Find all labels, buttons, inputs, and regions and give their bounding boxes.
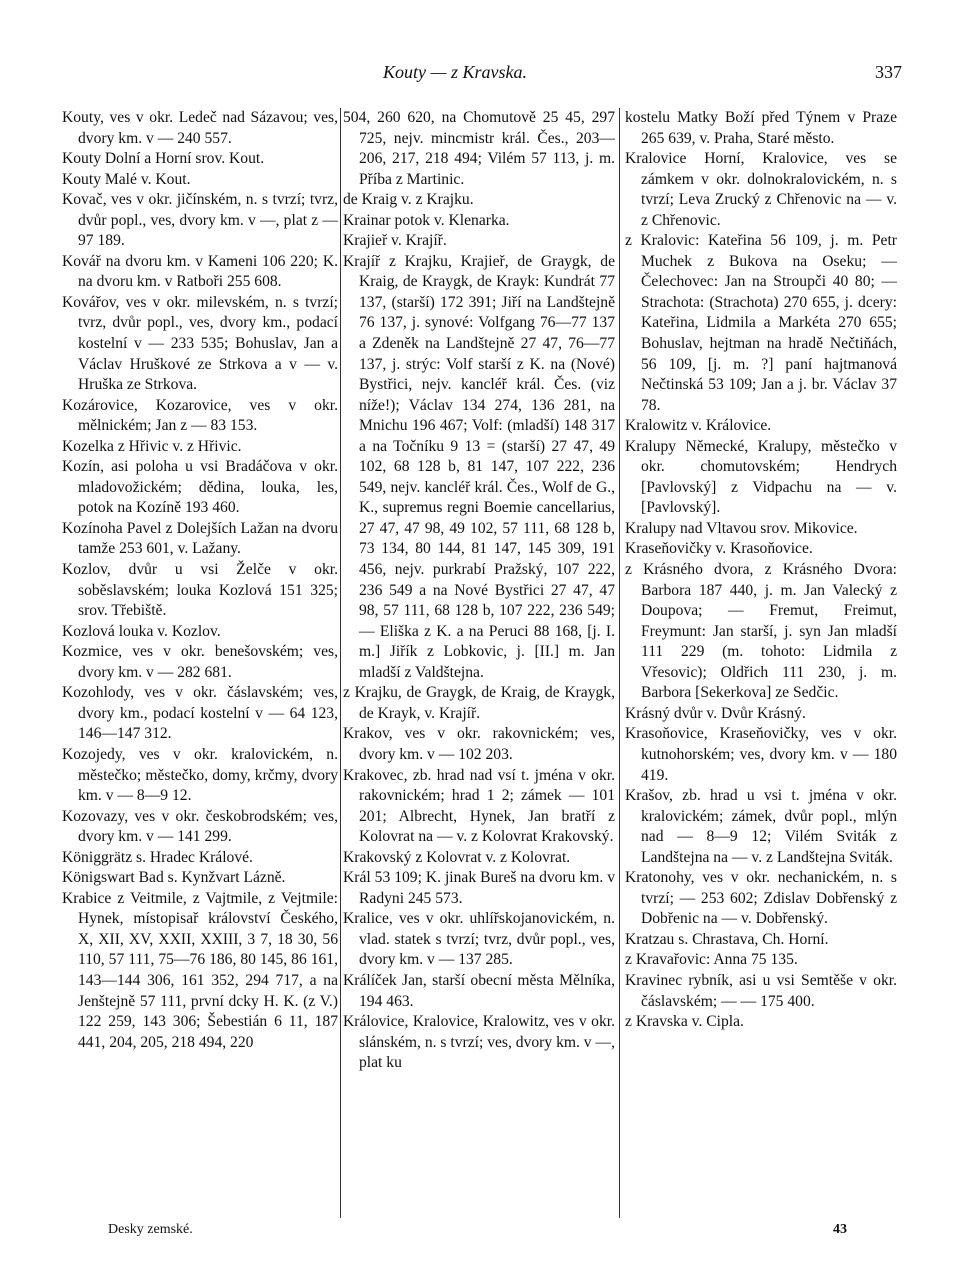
- entry: Kozárovice, Kozarovice, ves v okr. mělnickém; Jan z — 83 153.: [62, 396, 338, 435]
- entry: z Kravska v. Cipla.: [625, 1013, 744, 1031]
- entry: Kozohlody, ves v okr. čáslavském; ves, dvory km., podací kostelní v — 64 123, 146—147 312.: [62, 684, 338, 743]
- entry: z Kralovic: Kateřina 56 109, j. m. Petr Muchek z Bukova na Oseku; — Čelechovec: Jan na Stroupči 40 80; — Strachota: (Strachota) 270 655, j. dcery: Kateřina, Lidmila a Markéta 270 655; Bohuslav, hejtman na hradě Nečtiňách, 56 109, [j. m. ?] paní hajtmanová Nečtinská 53 109; Jan a j. br. Václav 37 78.: [625, 232, 897, 414]
- entry: Kratzau s. Chrastava, Ch. Horní.: [625, 930, 829, 948]
- entry: Königgrätz s. Hradec Králové.: [62, 848, 253, 866]
- entry: Kozovazy, ves v okr. českobrodském; ves, dvory km. v — 141 299.: [62, 807, 338, 846]
- entry: Kouty Malé v. Kout.: [62, 170, 191, 188]
- text-column-3: [625, 108, 897, 1033]
- entry: Krásný dvůr v. Dvůr Krásný.: [625, 704, 806, 722]
- entry: z Krajku, de Graygk, de Kraig, de Kraygk, de Krayk, v. Krajíř.: [343, 684, 615, 722]
- entry: Königswart Bad s. Kynžvart Lázně.: [62, 869, 286, 887]
- entry: Kravinec rybník, asi u vsi Semtěše v okr. čáslavském; — — 175 400.: [625, 971, 897, 1010]
- entry: de Kraig v. z Krajku.: [343, 191, 474, 209]
- page-footer: [0, 1222, 960, 1246]
- entry: Kozínoha Pavel z Dolejších Lažan na dvoru tamže 253 601, v. Lažany.: [62, 519, 338, 558]
- entry: Kraseňovičky v. Krasoňovice.: [625, 540, 813, 558]
- column-divider: [340, 108, 341, 1218]
- entry: Krabice z Veitmile, z Vajtmile, z Vejtmile: Hynek, místopisař království Českého, X, XII, XV, XXII, XXIII, 3 7, 18 30, 56 110, 57 111, 75—76 186, 80 145, 86 161, 143—144 306, 161 352, 294 717, a na Jenštejně 57 111, první dcky H. K. (z V.) 122 259, 143 306; Šebestián 6 11, 187 441, 204, 205, 218 494, 220: [62, 889, 338, 1051]
- page-header: [0, 62, 960, 90]
- footer-publication-title: Desky zemské.: [108, 1222, 193, 1237]
- entry: Kozlová louka v. Kozlov.: [62, 622, 221, 640]
- entry: Kozojedy, ves v okr. kralovickém, n. městečko; městečko, domy, krčmy, dvory km. v — 8—9 12.: [62, 745, 338, 805]
- entry: Král 53 109; K. jinak Bureš na dvoru km. v Radyni 245 573.: [343, 869, 615, 907]
- entry: Králíček Jan, starší obecní města Mělníka, 194 463.: [343, 971, 615, 1010]
- signature-mark: 43: [833, 1222, 847, 1237]
- entry: Kovář na dvoru km. v Kameni 106 220; K. na dvoru km. v Ratboři 255 608.: [62, 252, 338, 291]
- entry: Kratonohy, ves v okr. nechanickém, n. s tvrzí; — 253 602; Zdislav Dobřenský z Dobřenic na — v. Dobřenský.: [625, 869, 897, 928]
- entry: Kozmice, ves v okr. benešovském; ves, dvory km. v — 282 681.: [62, 643, 338, 681]
- entry: Krainar potok v. Klenarka.: [343, 211, 510, 229]
- entry: Kralupy nad Vltavou srov. Mikovice.: [625, 519, 858, 537]
- entry: 504, 260 620, na Chomutově 25 45, 297 725, nejv. mincmistr král. Čes., 203—206, 217, 218 494; Vilém 57 113, j. m. Příba z Martinic.: [343, 109, 615, 188]
- entry: Kozlov, dvůr u vsi Želče v okr. soběslavském; louka Kozlová 151 325; srov. Třebiště.: [62, 561, 338, 620]
- entry: Kralice, ves v okr. uhlířskojanovickém, n. vlad. statek s tvrzí; tvrz, dvůr popl., ves, dvory km. v — 137 285.: [343, 910, 615, 969]
- entry: Kralupy Německé, Kralupy, městečko v okr. chomutovském; Hendrych [Pavlovský] z Vidpachu na — v. [Pavlovský].: [625, 437, 897, 517]
- entry: Krajíř z Krajku, Krajieř, de Graygk, de Kraig, de Kraygk, de Krayk: Kundrát 77 137, (starší) 172 391; Jiří na Landštejně 76 137, j. synové: Volfgang 76—77 137 a Zdeněk na Landštejně 27 47, 76—77 137, j. strýc: Volf starší z K. na (Nové) Bystřici, nejv. kancléř král. Čes. (viz níže!); Václav 134 274, 136 281, na Mnichu 196 467; Volf: (mladší) 148 317 a na Točníku 9 13 = (starší) 27 47, 49 102, 68 128 b, 81 147, 107 222, 236 549, nejv. kancléř král. Čes., Wolf de G., K., supremus regni Boemie cancellarius, 27 47, 47 98, 49 102, 57 111, 68 128 b, 73 134, 80 144, 81 147, 145 309, 191 456, nejv. purkrabí Pražský, 107 222, 236 549 a na Nové Bystřici 27 47, 47 98, 57 111, 68 128 b, 107 222, 236 549; — Eliška z K. a na Peruci 88 168, [j. I. m.] Jiřík z Lobkovic, j. [II.] m. Jan mladší z Valdštejna.: [343, 252, 615, 681]
- running-title: Kouty — z Kravska.: [383, 62, 527, 82]
- page-number: 337: [875, 62, 902, 82]
- entry: Kouty, ves v okr. Ledeč nad Sázavou; ves, dvory km. v — 240 557.: [62, 109, 338, 147]
- entry: Krašov, zb. hrad u vsi t. jména v okr. kralovickém; zámek, dvůr popl., mlýn nad — 8—9 12; Vilém Sviták z Landštejna na — v. z Landštejna Sviták.: [625, 787, 897, 866]
- entry: Kozín, asi poloha u vsi Bradáčova v okr. mladovožickém; dědina, louka, les, potok na Kozíně 193 460.: [62, 458, 338, 517]
- entry: Krajieř v. Krajíř.: [343, 232, 447, 250]
- entry: Kralovice Horní, Kralovice, ves se zámkem v okr. dolnokralovickém, n. s tvrzí; Leva Zrucký z Chřenovic na — v. z Chřenovic.: [625, 150, 897, 229]
- entry: Krasoňovice, Kraseňovičky, ves v okr. kutnohorském; ves, dvory km. v — 180 419.: [625, 725, 897, 784]
- text-column-1: [62, 108, 338, 1053]
- entry: z Krásného dvora, z Krásného Dvora: Barbora 187 440, j. m. Jan Valecký z Doupova; — Fremut, Freimut, Freymunt: Jan starší, j. syn Jan mladší 111 229 (m. tohoto: Lidmila z Vřesovic); Oldřich 111 230, j. m. Barbora [Sekerkova] ze Sedčic.: [625, 561, 897, 702]
- entry: Kouty Dolní a Horní srov. Kout.: [62, 150, 265, 168]
- column-divider: [619, 108, 620, 1218]
- entry: Krakovský z Kolovrat v. z Kolovrat.: [343, 848, 571, 866]
- entry: Kovářov, ves v okr. milevském, n. s tvrzí; tvrz, dvůr popl., ves, dvory km., podací kostelní v — 233 535; Bohuslav, Jan a Václav Hruškové ze Strkova a v — v. Hruška ze Strkova.: [62, 293, 338, 394]
- entry: Kralowitz v. Královice.: [625, 417, 772, 435]
- entry: z Kravařovic: Anna 75 135.: [625, 951, 798, 969]
- text-column-2: [343, 108, 615, 1074]
- entry: Kozelka z Hřivic v. z Hřivic.: [62, 437, 242, 455]
- entry: Královice, Kralovice, Kralowitz, ves v okr. slánském, n. s tvrzí; ves, dvory km. v —, plat ku: [343, 1013, 615, 1072]
- entry: Kovač, ves v okr. jičínském, n. s tvrzí; tvrz, dvůr popl., ves, dvory km. v —, plat z — 97 189.: [62, 191, 338, 250]
- entry: Krakov, ves v okr. rakovnickém; ves, dvory km. v — 102 203.: [343, 725, 615, 763]
- entry: Krakovec, zb. hrad nad vsí t. jména v okr. rakovnickém; hrad 1 2; zámek — 101 201; Albrecht, Hynek, Jan bratří z Kolovrat na — v. z Kolovrat Krakovský.: [343, 766, 615, 846]
- entry: kostelu Matky Boží před Týnem v Praze 265 639, v. Praha, Staré město.: [625, 109, 897, 147]
